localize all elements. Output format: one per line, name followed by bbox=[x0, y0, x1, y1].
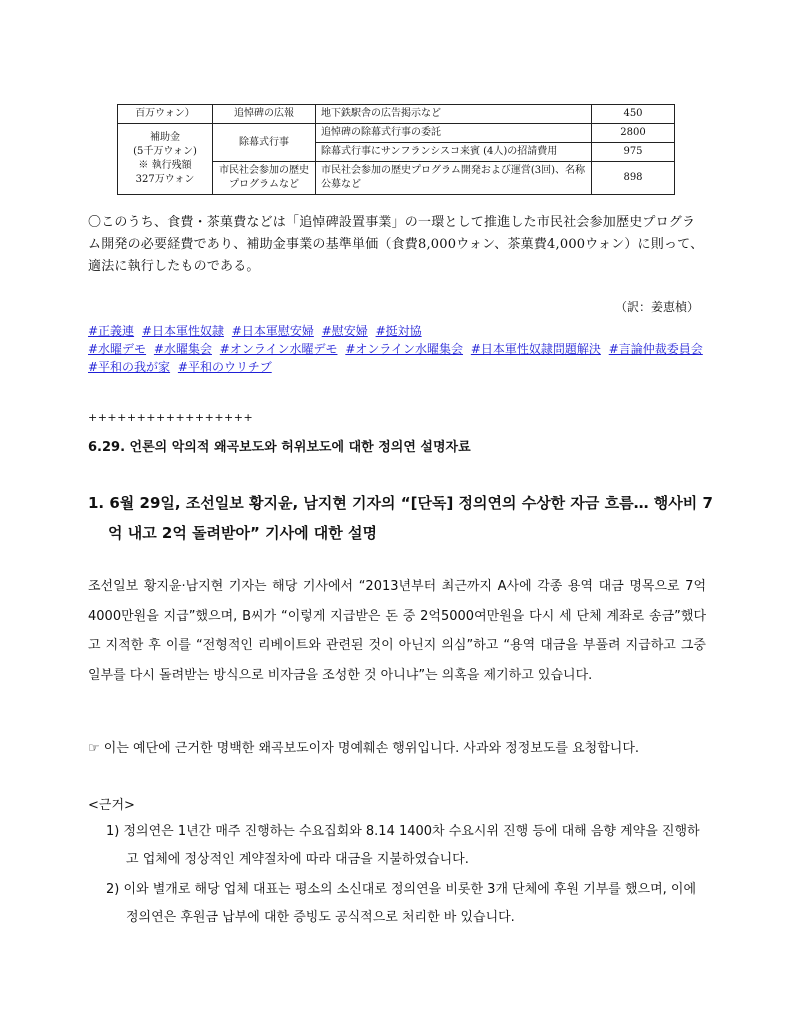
table-cell: 市民社会参加の歴史プログラム開発および運営(3回)、名称公募など bbox=[316, 162, 592, 195]
hashtag-link[interactable]: #日本軍性奴隷 bbox=[141, 324, 224, 338]
subsidy-line: 327万ウォン bbox=[135, 174, 195, 185]
table-cell: 450 bbox=[592, 105, 675, 124]
basis-label: <근거> bbox=[88, 798, 135, 813]
table-cell: 2800 bbox=[592, 124, 675, 143]
budget-table bbox=[117, 104, 675, 195]
hashtag-link[interactable]: #水曜デモ bbox=[88, 342, 147, 356]
table-row bbox=[118, 124, 675, 143]
list-item: 1) 정의연은 1년간 매주 진행하는 수요집회와 8.14 1400차 수요시위 진행 등에 대해 음향 계약을 진행하고 업체에 정상적인 계약절차에 따라 대금을 지불하였습니다. bbox=[106, 824, 700, 867]
hashtag-link[interactable]: #挺対協 bbox=[375, 324, 422, 338]
table-cell: 百万ウォン） bbox=[118, 105, 213, 124]
table-cell: 975 bbox=[592, 143, 675, 162]
japanese-paragraph: 〇このうち、食費・茶菓費などは「追悼碑設置事業」の一環として推進した市民社会参加歴史プログラム開発の必要経費であり、補助金事業の基準単価（食費8,000ウォン、茶菓費4,000ウォン）に則って、適法に執行したものである。 bbox=[88, 215, 704, 274]
table-cell: 追悼碑の除幕式行事の委託 bbox=[316, 124, 592, 143]
hashtag-link[interactable]: #日本軍慰安婦 bbox=[231, 324, 314, 338]
table-cell: 地下鉄駅舎の広告掲示など bbox=[316, 105, 592, 124]
main-heading: 1. 6월 29일, 조선일보 황지윤, 남지현 기자의 “[단독] 정의연의 수상한 자금 흐름… 행사비 7억 내고 2억 돌려받아” 기사에 대한 설명 bbox=[88, 494, 713, 542]
hashtag-link[interactable]: #正義連 bbox=[88, 324, 135, 338]
basis-list bbox=[106, 818, 706, 934]
separator-line: +++++++++++++++++ bbox=[88, 411, 254, 424]
table-cell: 除幕式行事にサンフランシスコ来賓 (4人)の招請費用 bbox=[316, 143, 592, 162]
notice-statement: ☞ 이는 예단에 근거한 명백한 왜곡보도이자 명예훼손 행위입니다. 사과와 정정보도를 요청합니다. bbox=[88, 741, 640, 756]
hashtag-link[interactable]: #平和の我が家 bbox=[88, 360, 171, 374]
hashtag-link[interactable]: #水曜集会 bbox=[153, 342, 212, 356]
translator-credit: （訳：姜恵楨） bbox=[614, 300, 699, 314]
section-title: 6.29. 언론의 악의적 왜곡보도와 허위보도에 대한 정의연 설명자료 bbox=[88, 440, 471, 455]
hashtag-link[interactable]: #慰安婦 bbox=[321, 324, 368, 338]
hashtag-link[interactable]: #日本軍性奴隷問題解決 bbox=[470, 342, 601, 356]
hashtag-link[interactable]: #オンライン水曜集会 bbox=[345, 342, 464, 356]
table-cell: 追悼碑の広報 bbox=[213, 105, 316, 124]
list-item: 2) 이와 별개로 해당 업체 대표는 평소의 소신대로 정의연을 비롯한 3개 단체에 후원 기부를 했으며, 이에 정의연은 후원금 납부에 대한 증빙도 공식적으로 처리한 바 있습니다. bbox=[106, 882, 697, 925]
body-paragraph: 조선일보 황지윤·남지현 기자는 해당 기사에서 “2013년부터 최근까지 A사에 각종 용역 대금 명목으로 7억4000만원을 지급”했으며, B씨가 “이렇게 지급받은 돈 중 2억5000여만원을 다시 세 단체 계좌로 송금”했다고 지적한 후 이를 “전형적인 리베이트와 관련된 것이 아닌지 의심”하고 “용역 대금을 부풀려 지급하고 그중 일부를 다시 돌려받는 방식으로 비자금을 조성한 것 아니냐”는 의혹을 제기하고 있습니다. bbox=[88, 579, 706, 683]
table-cell: 除幕式行事 bbox=[213, 124, 316, 162]
hashtag-link[interactable]: #オンライン水曜デモ bbox=[219, 342, 338, 356]
subsidy-line: ※ 執行残額 bbox=[138, 160, 192, 171]
hashtag-links bbox=[88, 322, 708, 376]
hashtag-link[interactable]: #平和のウリチブ bbox=[177, 360, 272, 374]
subsidy-line: (5千万ウォン) bbox=[133, 146, 197, 157]
subsidy-line: 補助金 bbox=[150, 132, 180, 143]
table-cell: 898 bbox=[592, 162, 675, 195]
table-row bbox=[118, 105, 675, 124]
subsidy-label-cell bbox=[118, 124, 213, 195]
hashtag-link[interactable]: #言論仲裁委員会 bbox=[608, 342, 703, 356]
table-cell: 市民社会参加の歴史プログラムなど bbox=[213, 162, 316, 195]
